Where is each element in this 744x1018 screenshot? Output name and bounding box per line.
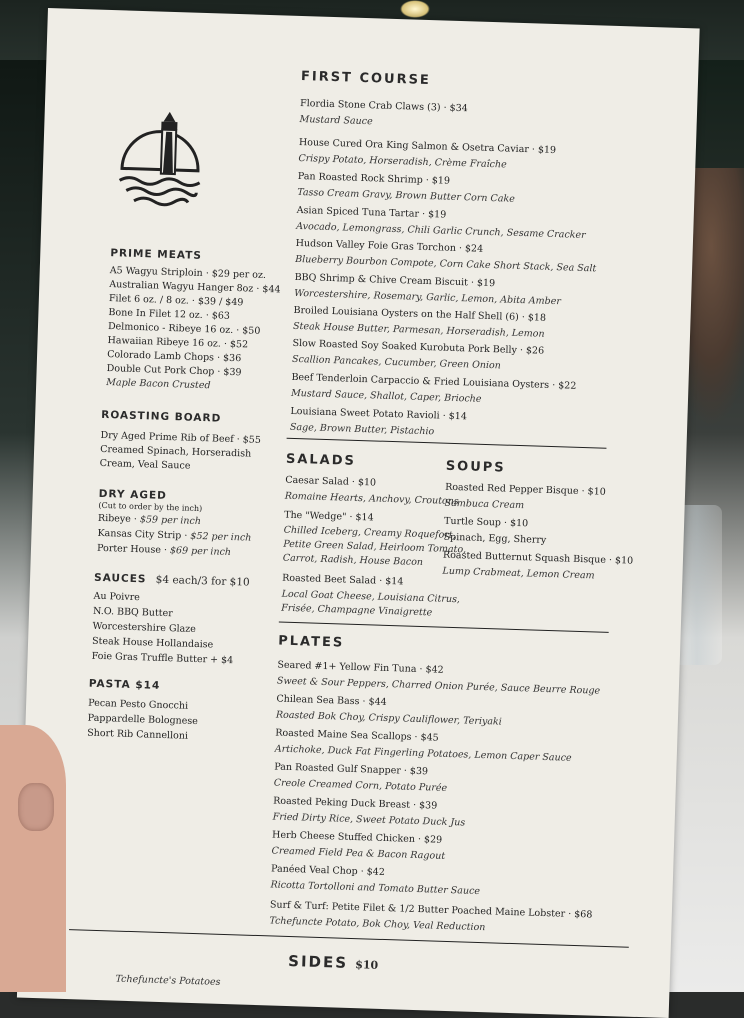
plate-item-desc: Ricotta Tortolloni and Tomato Butter Sauce xyxy=(270,879,481,898)
prime-meat-note: Maple Bacon Crusted xyxy=(106,377,211,392)
dry-aged-item-name: Ribeye · xyxy=(97,512,141,526)
first-course-item-name: Beef Tenderloin Carpaccio & Fried Louisiana Oysters · $22 xyxy=(291,371,577,392)
sauces-title: SAUCES xyxy=(93,571,147,586)
salad-item-desc: Petite Green Salad, Heirloom Tomato, xyxy=(283,538,467,556)
first-course-item-name: Broiled Louisiana Oysters on the Half Shell (6) · $18 xyxy=(293,304,547,324)
prime-meat-item: Double Cut Pork Chop · $39 xyxy=(106,363,242,379)
pasta-item: Pecan Pesto Gnocchi xyxy=(88,697,189,712)
ceiling-light xyxy=(400,0,430,18)
menu-card xyxy=(17,8,700,1018)
soup-item-desc: Lump Crabmeat, Lemon Cream xyxy=(442,565,595,582)
pasta-item: Pappardelle Bolognese xyxy=(87,712,199,728)
first-course-item-desc: Mustard Sauce, Shallot, Caper, Brioche xyxy=(290,387,482,405)
salad-item-name: Caesar Salad · $10 xyxy=(285,474,377,489)
salad-item-desc: Chilled Iceberg, Creamy Roquefort, xyxy=(283,524,456,542)
first-course-item-desc: Mustard Sauce xyxy=(299,113,373,128)
salad-item-name: Roasted Beet Salad · $14 xyxy=(282,572,404,588)
soup-item-name: Roasted Butternut Squash Bisque · $10 xyxy=(442,549,634,567)
plate-item-desc: Sweet & Sour Peppers, Charred Onion Purée, Sauce Beurre Rouge xyxy=(276,675,601,697)
plate-item-name: Seared #1+ Yellow Fin Tuna · $42 xyxy=(277,659,444,676)
pasta-heading: PASTA $14 xyxy=(88,677,161,692)
dry-aged-item-name: Porter House · xyxy=(96,542,171,557)
first-course-item-name: Flordia Stone Crab Claws (3) · $34 xyxy=(299,97,468,115)
dry-aged-note: (Cut to order by the inch) xyxy=(98,500,203,514)
roasting-board-line: Dry Aged Prime Rib of Beef · $55 xyxy=(100,429,262,446)
prime-meat-item: Hawaiian Ribeye 16 oz. · $52 xyxy=(107,335,249,351)
salads-heading: SALADS xyxy=(285,451,357,469)
plate-item-name: Panéed Veal Chop · $42 xyxy=(270,863,385,879)
first-course-item-desc: Steak House Butter, Parmesan, Horseradish, Lemon xyxy=(292,320,545,340)
first-course-item-name: Louisiana Sweet Potato Ravioli · $14 xyxy=(290,405,468,423)
soup-item-desc: Sambuca Cream xyxy=(444,497,525,512)
holding-hand xyxy=(0,725,66,992)
sauce-item: Foie Gras Truffle Butter + $4 xyxy=(91,650,234,667)
first-course-item-desc: Blueberry Bourbon Compote, Corn Cake Short Stack, Sea Salt xyxy=(295,253,597,275)
first-course-heading: FIRST COURSE xyxy=(300,68,432,89)
plate-item-desc: Fried Dirty Rice, Sweet Potato Duck Jus xyxy=(272,811,466,829)
dry-aged-item-price: $59 per inch xyxy=(139,514,202,528)
salad-item-desc: Frisée, Champagne Vinaigrette xyxy=(281,602,433,619)
sides-price: $10 xyxy=(355,958,379,972)
soups-heading: SOUPS xyxy=(445,458,506,476)
plate-item-desc: Tchefuncte Potato, Bok Choy, Veal Reduction xyxy=(269,915,486,934)
plate-item-desc: Creamed Field Pea & Bacon Ragout xyxy=(271,845,446,862)
section-divider xyxy=(287,438,607,449)
plate-item-name: Surf & Turf: Petite Filet & 1/2 Butter Poached Maine Lobster · $68 xyxy=(269,899,593,921)
roasting-board-line: Cream, Veal Sauce xyxy=(99,457,191,472)
plate-item-desc: Artichoke, Duck Fat Fingerling Potatoes, Lemon Caper Sauce xyxy=(274,743,572,764)
first-course-item-name: House Cured Ora King Salmon & Osetra Caviar · $19 xyxy=(298,136,557,157)
plates-heading: PLATES xyxy=(277,633,345,651)
plate-item-name: Herb Cheese Stuffed Chicken · $29 xyxy=(271,829,443,846)
side-item: Tchefuncte's Potatoes xyxy=(115,973,221,988)
first-course-item-name: Pan Roasted Rock Shrimp · $19 xyxy=(297,170,451,187)
prime-meat-item: Filet 6 oz. / 8 oz. · $39 / $49 xyxy=(108,293,244,309)
dry-aged-heading: DRY AGED xyxy=(98,487,168,502)
roasting-board-line: Creamed Spinach, Horseradish xyxy=(99,443,252,460)
dry-aged-item-price: $69 per inch xyxy=(169,545,232,559)
first-course-item-desc: Tasso Cream Gravy, Brown Butter Corn Cake xyxy=(297,186,515,205)
first-course-item-name: Asian Spiced Tuna Tartar · $19 xyxy=(296,204,447,221)
dry-aged-item xyxy=(98,513,201,527)
soup-item-desc: Spinach, Egg, Sherry xyxy=(443,531,547,546)
dry-aged-item xyxy=(97,543,231,558)
fingernail xyxy=(18,783,54,831)
sauce-item: Worcestershire Glaze xyxy=(92,620,197,635)
sides-title: SIDES xyxy=(287,952,349,972)
prime-meat-item: Colorado Lamb Chops · $36 xyxy=(106,349,242,365)
first-course-item-desc: Crispy Potato, Horseradish, Crème Fraîche xyxy=(298,152,507,171)
plate-item-desc: Roasted Bok Choy, Crispy Cauliflower, Teriyaki xyxy=(275,709,502,728)
sauces-price: $4 each/3 for $10 xyxy=(155,573,250,589)
first-course-item-name: Hudson Valley Foie Gras Torchon · $24 xyxy=(295,237,484,255)
plate-item-name: Pan Roasted Gulf Snapper · $39 xyxy=(274,761,429,778)
salad-item-desc: Carrot, Radish, House Bacon xyxy=(282,552,424,569)
prime-meats-heading: PRIME MEATS xyxy=(110,247,203,262)
salad-item-desc: Local Goat Cheese, Louisiana Citrus, xyxy=(281,588,461,606)
dry-aged-item-name: Kansas City Strip · xyxy=(97,527,191,542)
plate-item-name: Roasted Maine Sea Scallops · $45 xyxy=(275,727,439,744)
sides-heading xyxy=(288,952,379,973)
roasting-board-heading: ROASTING BOARD xyxy=(101,408,222,425)
section-divider xyxy=(279,622,609,633)
salad-item-desc: Romaine Hearts, Anchovy, Croutons xyxy=(284,490,459,508)
sauce-item: Steak House Hollandaise xyxy=(91,635,214,651)
sauce-item: Au Poivre xyxy=(93,590,140,604)
lighthouse-logo-icon xyxy=(113,96,207,219)
sauce-item: N.O. BBQ Butter xyxy=(92,605,173,620)
dry-aged-item-price: $52 per inch xyxy=(190,530,252,544)
section-divider xyxy=(69,929,629,948)
dry-aged-item xyxy=(97,528,251,544)
prime-meat-item: Australian Wagyu Hanger 8oz · $44 xyxy=(109,279,281,296)
soup-item-name: Roasted Red Pepper Bisque · $10 xyxy=(444,481,606,498)
soup-item-name: Turtle Soup · $10 xyxy=(443,515,529,530)
first-course-item-desc: Worcestershire, Rosemary, Garlic, Lemon, Abita Amber xyxy=(293,287,561,308)
plate-item-name: Roasted Peking Duck Breast · $39 xyxy=(273,795,438,812)
pasta-item: Short Rib Cannelloni xyxy=(87,727,189,742)
first-course-item-desc: Sage, Brown Butter, Pistachio xyxy=(289,421,435,438)
prime-meat-item: A5 Wagyu Striploin · $29 per oz. xyxy=(109,265,267,281)
first-course-item-desc: Avocado, Lemongrass, Chili Garlic Crunch, Sesame Cracker xyxy=(296,220,586,241)
first-course-item-name: BBQ Shrimp & Chive Cream Biscuit · $19 xyxy=(294,271,496,290)
first-course-item-desc: Scallion Pancakes, Cucumber, Green Onion xyxy=(291,353,502,372)
plate-item-desc: Creole Creamed Corn, Potato Purée xyxy=(273,777,448,794)
first-course-item-name: Slow Roasted Soy Soaked Kurobuta Pork Belly · $26 xyxy=(292,337,545,357)
salad-item-name: The "Wedge" · $14 xyxy=(284,509,374,524)
prime-meat-item: Bone In Filet 12 oz. · $63 xyxy=(108,307,231,322)
sauces-heading xyxy=(94,572,250,589)
plate-item-name: Chilean Sea Bass · $44 xyxy=(276,693,387,708)
prime-meat-item: Delmonico - Ribeye 16 oz. · $50 xyxy=(107,321,261,337)
